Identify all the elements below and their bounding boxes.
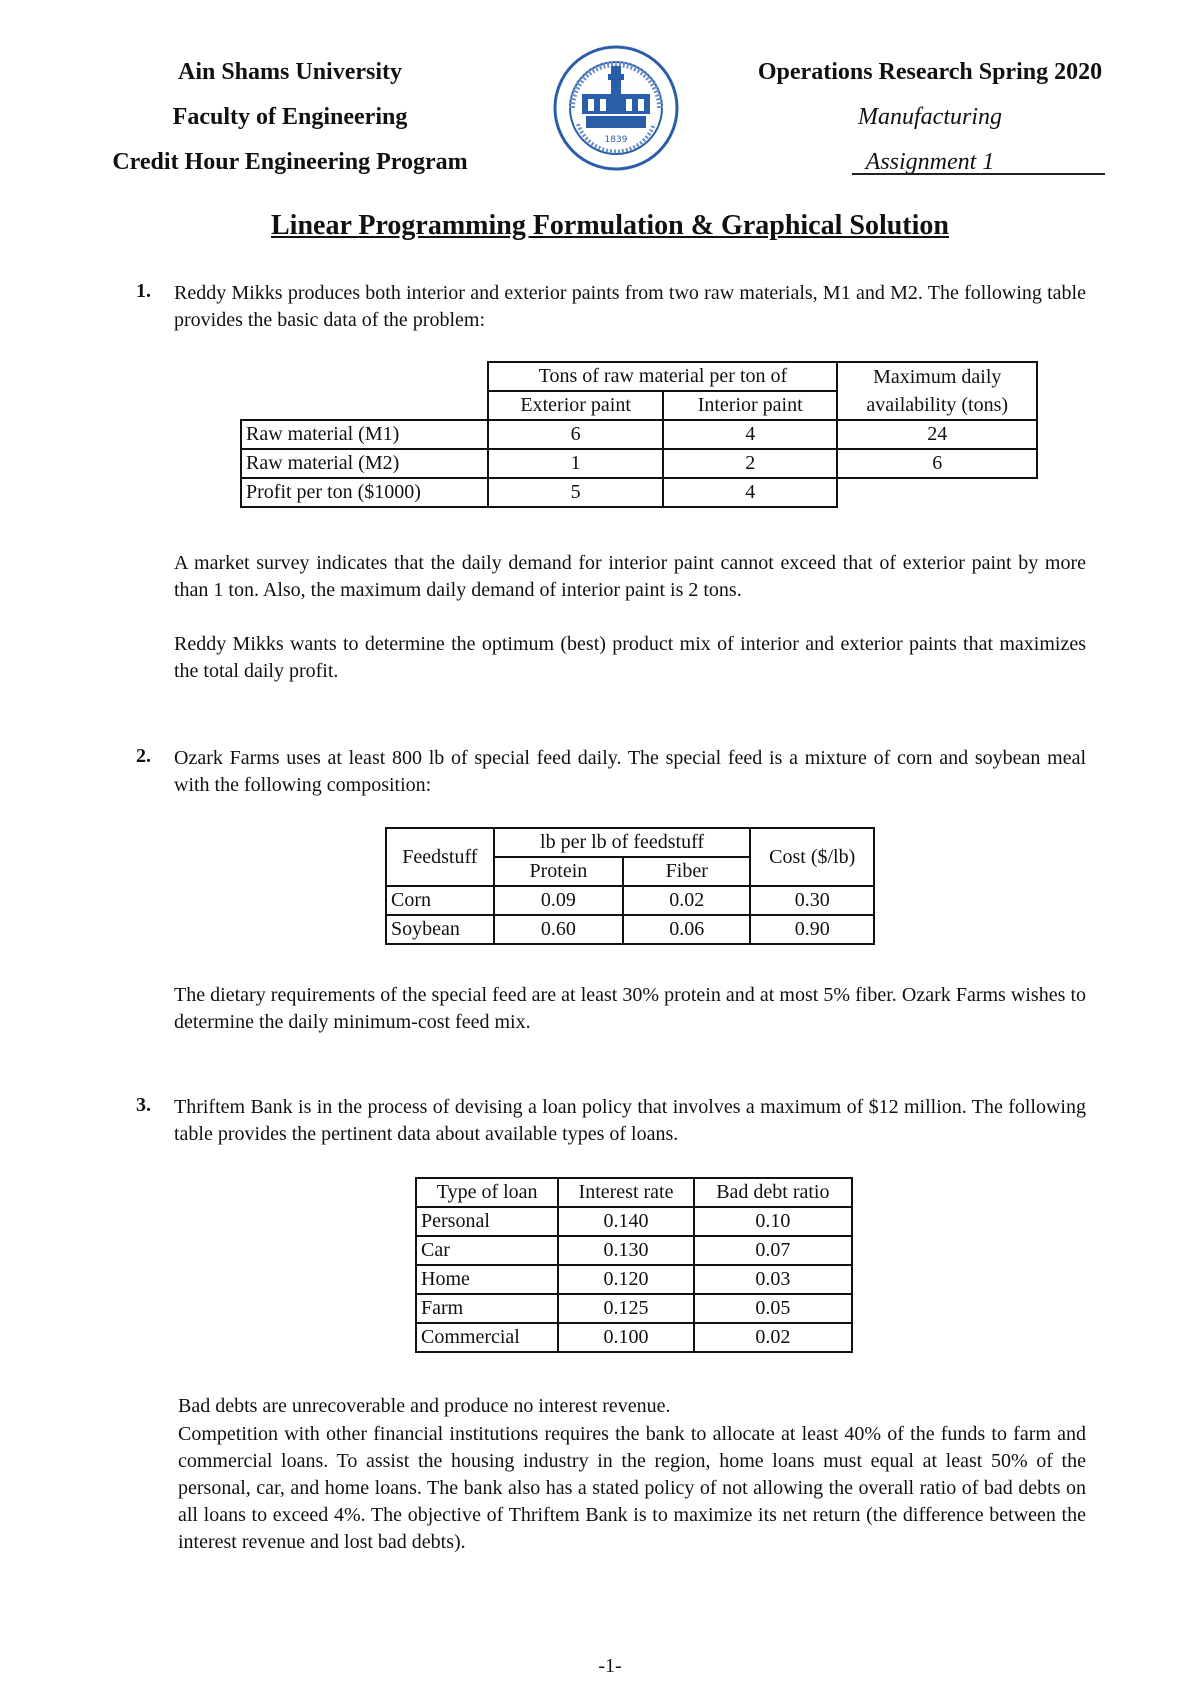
row-label: Corn <box>386 886 494 915</box>
cell-exterior: 6 <box>488 420 663 449</box>
table-row <box>416 1265 852 1294</box>
row-label: Raw material (M1) <box>241 420 488 449</box>
assignment-label: Assignment 1 <box>865 149 995 175</box>
cell-cost: 0.30 <box>750 886 874 915</box>
row-label: Home <box>416 1265 558 1294</box>
cell-bad-debt: 0.03 <box>694 1265 852 1294</box>
cell-fiber: 0.02 <box>623 886 750 915</box>
table-row <box>241 420 1037 449</box>
cell-rate: 0.120 <box>558 1265 693 1294</box>
table-header-row <box>416 1178 852 1207</box>
question-1-paragraph-1: A market survey indicates that the daily demand for interior paint cannot exceed that of exterior paint by more than 1 ton. Also, the maximum daily demand of interior paint is 2 tons. <box>174 552 1086 601</box>
cell-interior: 4 <box>663 420 838 449</box>
table-header-fiber: Fiber <box>623 857 750 886</box>
cell-max: 24 <box>837 420 1037 449</box>
table-header-feedstuff: Feedstuff <box>386 828 494 886</box>
question-1-number: 1. <box>136 280 151 302</box>
university-name: Ain Shams University <box>177 59 403 85</box>
row-label: Soybean <box>386 915 494 944</box>
cell-bad-debt: 0.10 <box>694 1207 852 1236</box>
cell-protein: 0.60 <box>494 915 623 944</box>
paint-data-table <box>240 361 1038 508</box>
header-institution <box>60 50 520 185</box>
table-group-header: lb per lb of feedstuff <box>494 828 751 857</box>
row-label: Farm <box>416 1294 558 1323</box>
cell-bad-debt: 0.07 <box>694 1236 852 1265</box>
question-1-intro: Reddy Mikks produces both interior and exterior paints from two raw materials, M1 and M2. The following table provides the basic data of the problem: <box>174 282 1086 331</box>
row-label: Commercial <box>416 1323 558 1352</box>
max-availability-line2: availability (tons) <box>866 394 1009 416</box>
page-title: Linear Programming Formulation & Graphical Solution <box>271 210 949 241</box>
loan-types-table <box>415 1177 853 1353</box>
cell-interior: 2 <box>663 449 838 478</box>
row-label: Personal <box>416 1207 558 1236</box>
table-row <box>241 449 1037 478</box>
table-empty-corner <box>241 362 488 420</box>
table-header-max-availability <box>837 362 1037 420</box>
cell-fiber: 0.06 <box>623 915 750 944</box>
cell-cost: 0.90 <box>750 915 874 944</box>
table-header-cost: Cost ($/lb) <box>750 828 874 886</box>
cell-exterior: 1 <box>488 449 663 478</box>
question-3-paragraph-2: Competition with other financial institutions requires the bank to allocate at least 40% of the funds to farm and commercial loans. To assist the housing industry in the region, home loans must equal at least 50% of the personal, car, and home loans. The bank also has a stated policy of not allowing the overall ratio of bad debts on all loans to exceed 4%. The objective of Thriftem Bank is to maximize its net return (the difference between the interest revenue and lost bad debts). <box>178 1423 1086 1553</box>
table-header-interior: Interior paint <box>663 391 838 420</box>
table-row <box>386 886 874 915</box>
question-3-number: 3. <box>136 1094 151 1116</box>
question-2-paragraph-1: The dietary requirements of the special feed are at least 30% protein and at most 5% fiber. Ozark Farms wishes to determine the daily minimum-cost feed mix. <box>174 984 1086 1033</box>
question-2-number: 2. <box>136 745 151 767</box>
faculty-name: Faculty of Engineering <box>172 104 408 130</box>
table-header-bad-debt: Bad debt ratio <box>694 1178 852 1207</box>
table-header-type: Type of loan <box>416 1178 558 1207</box>
row-label: Raw material (M2) <box>241 449 488 478</box>
table-row <box>416 1236 852 1265</box>
table-header-row <box>386 828 874 857</box>
cell-interior: 4 <box>663 478 838 507</box>
cell-exterior: 5 <box>488 478 663 507</box>
header-divider <box>852 173 1105 175</box>
header-course <box>720 50 1140 185</box>
page-number: -1- <box>598 1655 622 1677</box>
table-row <box>416 1323 852 1352</box>
table-row <box>416 1294 852 1323</box>
table-header-rate: Interest rate <box>558 1178 693 1207</box>
table-row <box>386 915 874 944</box>
row-label: Profit per ton ($1000) <box>241 478 488 507</box>
program-name: Credit Hour Engineering Program <box>112 149 468 175</box>
table-header-protein: Protein <box>494 857 623 886</box>
cell-bad-debt: 0.02 <box>694 1323 852 1352</box>
cell-max: 6 <box>837 449 1037 478</box>
table-header-row <box>241 362 1037 391</box>
cell-bad-debt: 0.05 <box>694 1294 852 1323</box>
cell-rate: 0.125 <box>558 1294 693 1323</box>
row-label: Car <box>416 1236 558 1265</box>
cell-protein: 0.09 <box>494 886 623 915</box>
table-header-exterior: Exterior paint <box>488 391 663 420</box>
question-2-intro: Ozark Farms uses at least 800 lb of special feed daily. The special feed is a mixture of corn and soybean meal with the following composition: <box>174 747 1086 796</box>
table-row <box>416 1207 852 1236</box>
university-logo-seal <box>552 44 680 172</box>
max-availability-line1: Maximum daily <box>873 366 1002 388</box>
question-1-paragraph-2: Reddy Mikks wants to determine the optimum (best) product mix of interior and exterior paints that maximizes the total daily profit. <box>174 633 1086 682</box>
question-3-intro: Thriftem Bank is in the process of devising a loan policy that involves a maximum of $12 million. The following table provides the pertinent data about available types of loans. <box>174 1096 1086 1145</box>
empty-cell <box>837 478 1037 507</box>
table-group-header: Tons of raw material per ton of <box>488 362 837 391</box>
logo-year: 1839 <box>604 135 628 145</box>
course-title: Operations Research Spring 2020 <box>757 59 1103 85</box>
department-name: Manufacturing <box>858 104 1002 130</box>
feed-composition-table <box>385 827 875 945</box>
cell-rate: 0.140 <box>558 1207 693 1236</box>
question-3-paragraph-1: Bad debts are unrecoverable and produce no interest revenue. <box>178 1395 671 1417</box>
cell-rate: 0.100 <box>558 1323 693 1352</box>
cell-rate: 0.130 <box>558 1236 693 1265</box>
table-row <box>241 478 1037 507</box>
